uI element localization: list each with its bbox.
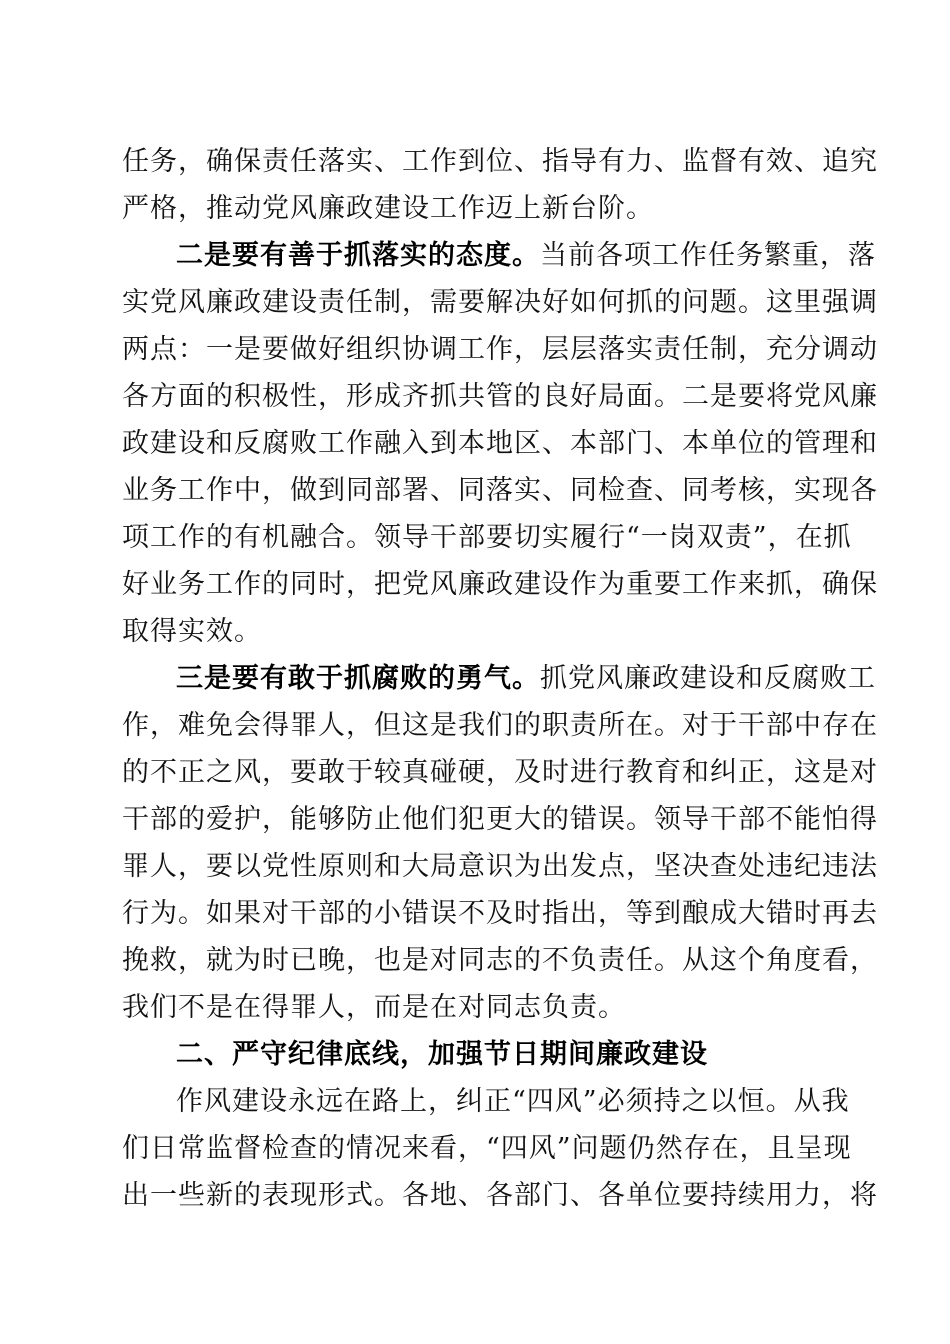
paragraph-line: 的不正之风，要敢于较真碰硬，及时进行教育和纠正，这是对	[122, 757, 878, 788]
paragraph-lead-bold: 三是要有敢于抓腐败的勇气。	[176, 663, 540, 694]
paragraph-line: 挽救，就为时已晚，也是对同志的不负责任。从这个角度看，	[122, 945, 878, 976]
paragraph-line: 我们不是在得罪人，而是在对同志负责。	[122, 992, 626, 1023]
paragraph-line: 取得实效。	[122, 616, 262, 647]
paragraph-line: 政建设和反腐败工作融入到本地区、本部门、本单位的管理和	[122, 428, 878, 459]
section-heading: 二、严守纪律底线，加强节日期间廉政建设	[176, 1039, 708, 1070]
paragraph-text: 当前各项工作任务繁重，落	[540, 240, 876, 271]
paragraph-line: 作，难免会得罪人，但这是我们的职责所在。对于干部中存在	[122, 710, 878, 741]
paragraph-line: 出一些新的表现形式。各地、各部门、各单位要持续用力，将	[122, 1180, 878, 1211]
paragraph-line: 业务工作中，做到同部署、同落实、同检查、同考核，实现各	[122, 475, 878, 506]
paragraph-line: 项工作的有机融合。领导干部要切实履行“一岗双责”，在抓	[122, 522, 852, 553]
paragraph-line: 两点：一是要做好组织协调工作，层层落实责任制，充分调动	[122, 334, 878, 365]
paragraph-line: 严格，推动党风廉政建设工作迈上新台阶。	[122, 193, 654, 224]
paragraph-line: 实党风廉政建设责任制，需要解决好如何抓的问题。这里强调	[122, 287, 878, 318]
paragraph-line: 好业务工作的同时，把党风廉政建设作为重要工作来抓，确保	[122, 569, 878, 600]
paragraph-line: 罪人，要以党性原则和大局意识为出发点，坚决查处违纪违法	[122, 851, 878, 882]
paragraph-lead-bold: 二是要有善于抓落实的态度。	[176, 240, 540, 271]
paragraph-line: 各方面的积极性，形成齐抓共管的良好局面。二是要将党风廉	[122, 381, 878, 412]
paragraph-line: 们日常监督检查的情况来看，“四风”问题仍然存在，且呈现	[122, 1133, 852, 1164]
paragraph-text: 抓党风廉政建设和反腐败工	[540, 663, 876, 694]
paragraph-line: 干部的爱护，能够防止他们犯更大的错误。领导干部不能怕得	[122, 804, 878, 835]
paragraph-first-line	[176, 659, 876, 699]
paragraph-line: 任务，确保责任落实、工作到位、指导有力、监督有效、追究	[122, 146, 878, 177]
paragraph-first-line	[176, 236, 876, 276]
paragraph-first-line: 作风建设永远在路上，纠正“四风”必须持之以恒。从我	[176, 1086, 850, 1117]
paragraph-line: 行为。如果对干部的小错误不及时指出，等到酿成大错时再去	[122, 898, 878, 929]
